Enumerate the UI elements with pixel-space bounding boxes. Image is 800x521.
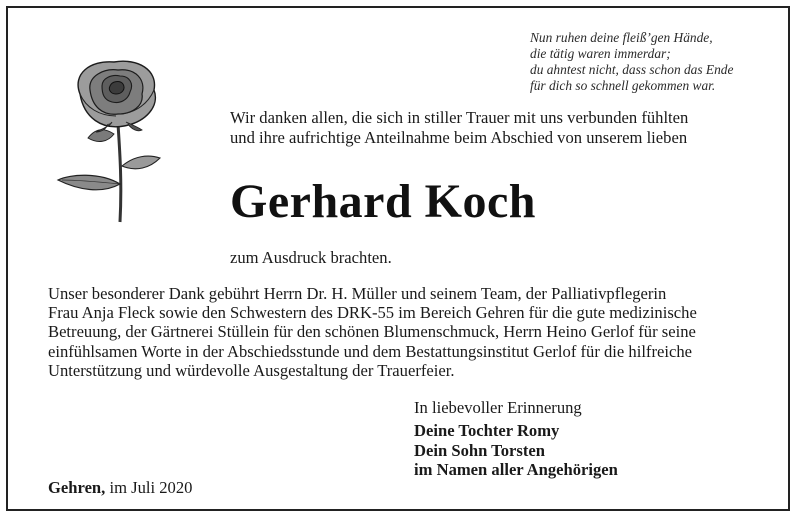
thanks-text	[230, 108, 688, 148]
thanks-line: Wir danken allen, die sich in stiller Trauer mit uns verbunden fühlten	[230, 108, 689, 127]
paragraph-line: Frau Anja Fleck sowie den Schwestern des DRK-55 im Bereich Gehren für die gute medizinische	[48, 303, 697, 323]
poem-line: die tätig waren immerdar;	[530, 46, 671, 61]
signer: Dein Sohn Torsten	[414, 440, 545, 460]
poem-line: für dich so schnell gekommen war.	[530, 78, 716, 93]
signer: im Namen aller Angehörigen	[414, 460, 618, 480]
expression-text: zum Ausdruck brachten.	[230, 248, 392, 267]
paragraph-line: Unser besonderer Dank gebührt Herrn Dr. H. Müller und seinem Team, der Palliativpflegerin	[48, 284, 667, 303]
signers-list	[414, 421, 618, 480]
closing-phrase: In liebevoller Erinnerung	[414, 398, 582, 417]
paragraph-line: einfühlsamen Worte in der Abschiedsstunde und dem Bestattungsinstitut Gerlof für die hilfreiche	[48, 341, 692, 361]
obituary-card	[6, 6, 790, 511]
poem-line: du ahntest nicht, dass schon das Ende	[530, 62, 734, 77]
place-date	[48, 478, 192, 498]
thanks-line: und ihre aufrichtige Anteilnahme beim Abschied von unserem lieben	[230, 128, 688, 147]
signer: Deine Tochter Romy	[414, 421, 560, 440]
paragraph-line: Betreuung, der Gärtnerei Stüllein für den schönen Blumenschmuck, Herrn Heino Gerlof für seine	[48, 322, 696, 342]
place-date-text: im Juli 2020	[109, 478, 193, 497]
rose-icon	[50, 54, 180, 224]
poem-line: Nun ruhen deine fleiß’gen Hände,	[530, 30, 713, 45]
acknowledgement-paragraph	[48, 284, 697, 380]
poem-verse	[530, 30, 733, 94]
paragraph-line: Unterstützung und würdevolle Ausgestaltung der Trauerfeier.	[48, 360, 455, 380]
deceased-name: Gerhard Koch	[230, 175, 536, 228]
place-town: Gehren,	[48, 478, 106, 497]
